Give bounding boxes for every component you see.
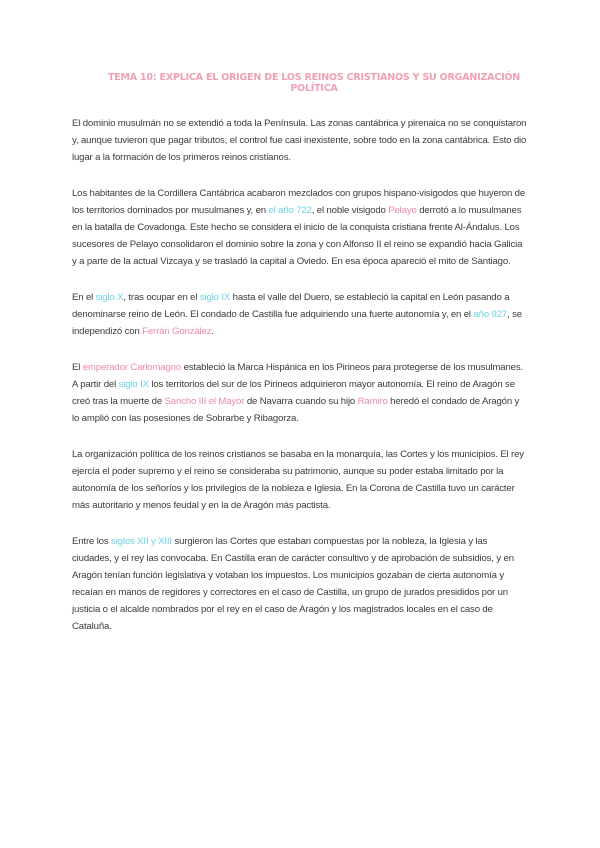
text-segment: heredó el condado de Aragón y lo amplió con las posesiones de Sobrarbe y Ribagorza. bbox=[72, 396, 520, 424]
text-segment: Entre los bbox=[72, 536, 112, 547]
text-segment: El dominio musulmán no se extendió a toda la Península. Las zonas cantábrica y pirenaica no se conquistaron y, aunque tuvieron que pagar tributos, el control fue casi inexistente, sobre todo en la zona cantábrica. Esto dio lugar a la formación de los primeros reinos cristianos. bbox=[72, 118, 527, 163]
highlight-date: siglo IX bbox=[199, 292, 231, 303]
text-segment: derrotó a lo musulmanes en la batalla de Covadonga. Este hecho se considera el inicio de la conquista cristiana frente Al-Ándalus. Los sucesores de Pelayo consolidaron el dominio sobre la zona y con Alfonso II el reino se expandió hacia Galicia y a parte de la actual Vizcaya y se trasladó la capital a Oviedo. En esa época apareció el mito de Santiago. bbox=[72, 205, 523, 267]
text-segment: de Navarra cuando su hijo bbox=[244, 396, 358, 407]
highlight-person: emperador Carlomagno bbox=[82, 362, 182, 373]
text-segment: El bbox=[72, 362, 83, 373]
text-segment: , tras ocupar en el bbox=[123, 292, 200, 303]
highlight-date: siglo IX bbox=[118, 379, 149, 390]
paragraph bbox=[72, 185, 528, 270]
page-title: TEMA 10: EXPLICA EL ORIGEN DE LOS REINOS CRISTIANOS Y SU ORGANIZACIÓN POLÍTICA bbox=[107, 72, 521, 94]
text-segment: La organización política de los reinos cristianos se basaba en la monarquía, las Cortes y los municipios. El rey ejercía el poder supremo y el reino se consideraba su patrimonio, aunque su poder estaba limitado por la autonomía de los señoríos y los privilegios de la nobleza e Iglesia. En la Corona de Castilla tuvo un carácter más autoritario y menos feudal y en la de Aragón más pactista. bbox=[72, 449, 524, 511]
text-segment: , el noble visigodo bbox=[311, 205, 389, 216]
text-segment: , se independizó con bbox=[72, 309, 522, 337]
text-segment: hasta el valle del Duero, se estableció la capital en León pasando a denominarse reino de León. El condado de Castilla fue adquiriendo una fuerte autonomía y, en el bbox=[72, 292, 510, 320]
paragraph bbox=[72, 289, 528, 340]
highlight-person: Sancho III el Mayor bbox=[164, 396, 245, 407]
highlight-date: año 927 bbox=[473, 309, 508, 320]
paragraph bbox=[72, 533, 528, 635]
paragraph bbox=[72, 359, 528, 427]
document-body bbox=[72, 115, 528, 635]
highlight-date: el año 722 bbox=[268, 205, 312, 216]
highlight-person: Ramiro bbox=[357, 396, 388, 407]
text-segment: . bbox=[211, 326, 214, 337]
highlight-person: Ferrán González bbox=[142, 326, 212, 337]
text-segment: surgieron las Cortes que estaban compuestas por la nobleza, la Iglesia y las ciudades, y el rey las convocaba. En Castilla eran de carácter consultivo y de aprobación de subsidios, y en Aragón tenían función legislativa y votaban los impuestos. Los municipios gozaban de cierta autonomía y recaían en manos de regidores y correctores en el caso de Castilla, un grupo de jurados presididos por un justicia o el alcalde nombrados por el rey en el caso de Aragón y los magistrados locales en el caso de Cataluña. bbox=[72, 536, 514, 632]
paragraph bbox=[72, 446, 528, 514]
paragraph bbox=[72, 115, 528, 166]
highlight-date: siglos XII y XIII bbox=[111, 536, 172, 547]
text-segment: los territorios del sur de los Pirineos adquirieron mayor autonomía. El reino de Aragón se creó tras la muerte de bbox=[72, 379, 515, 407]
text-segment: En el bbox=[72, 292, 96, 303]
text-segment: estableció la Marca Hispánica en los Pirineos para protegerse de los musulmanes. A partir del bbox=[72, 362, 524, 390]
text-segment: Los habitantes de la Cordillera Cantábrica acabaron mezclados con grupos hispano-visigodos que huyeron de los territorios dominados por musulmanes y, en bbox=[72, 188, 526, 216]
highlight-person: Pelayo bbox=[388, 205, 417, 216]
highlight-date: siglo X bbox=[95, 292, 124, 303]
